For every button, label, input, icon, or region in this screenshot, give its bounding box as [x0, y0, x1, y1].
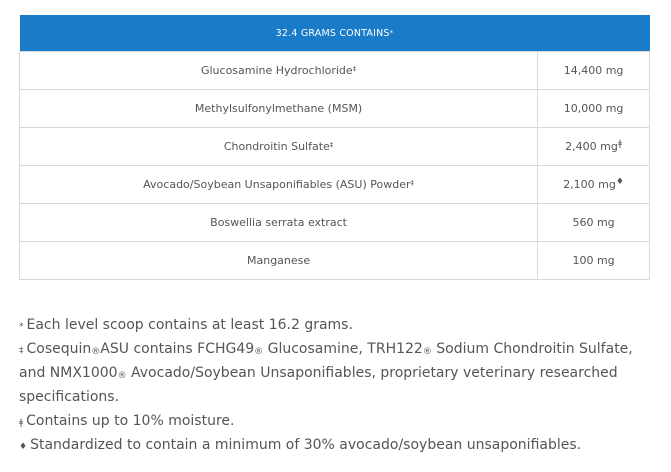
footnote-text: Glucosamine, TRH122	[263, 341, 423, 357]
footnote-text: Each level scoop contains at least 16.2 grams.	[26, 317, 353, 333]
ingredient-name-text: Avocado/Soybean Unsaponifiables (ASU) Powder	[143, 178, 411, 191]
ingredient-amount-text: 2,100 mg	[563, 178, 616, 191]
ingredient-amount	[538, 204, 650, 242]
table-row	[20, 166, 650, 204]
ingredient-name-text: Glucosamine Hydrochloride	[200, 64, 353, 77]
footnote-proprietary	[19, 337, 659, 409]
ingredient-name	[20, 128, 538, 166]
ingredient-mark: ‡	[410, 179, 414, 187]
table-row	[20, 128, 650, 166]
table-row	[20, 90, 650, 128]
table-header-row	[20, 15, 650, 52]
footnote-diamond-symbol: ♦	[19, 442, 28, 452]
footnote-double-dagger-symbol: ‡	[19, 346, 24, 356]
table-row	[20, 204, 650, 242]
footnotes	[19, 313, 659, 457]
table-row	[20, 242, 650, 280]
footnote-asterisk-symbol: *	[19, 322, 24, 332]
ingredient-name-text: Methylsulfonylmethane (MSM)	[194, 102, 363, 115]
registered-mark: ®	[91, 347, 101, 357]
ingredient-name-text: Manganese	[246, 254, 311, 267]
registered-mark: ®	[117, 371, 127, 381]
ingredient-name	[20, 166, 538, 204]
footnote-text: Sodium Chondroitin Sulfate, and NMX1000	[19, 341, 633, 381]
amount-mark: ♦	[615, 177, 624, 187]
ingredient-amount-text: 560 mg	[572, 216, 615, 229]
footnote-text: Cosequin	[26, 341, 92, 357]
table-row	[20, 52, 650, 90]
footnote-scoop	[19, 313, 659, 337]
footnote-asu	[19, 433, 659, 457]
ingredient-amount-text: 2,400 mg	[565, 140, 618, 153]
amount-mark: ǂ	[617, 139, 622, 149]
ingredient-name	[20, 204, 538, 242]
ingredient-amount	[538, 52, 650, 90]
ingredients-table	[19, 15, 650, 280]
ingredient-mark: ‡	[352, 65, 357, 73]
ingredient-amount	[538, 166, 650, 204]
ingredient-amount	[538, 128, 650, 166]
footnote-moisture	[19, 409, 659, 433]
ingredient-name	[20, 242, 538, 280]
table-header-mark: *	[389, 28, 394, 37]
ingredient-amount	[538, 90, 650, 128]
registered-mark: ®	[422, 347, 432, 357]
footnote-text: ASU contains FCHG49	[100, 341, 255, 357]
registered-mark: ®	[254, 347, 264, 357]
footnote-text: Contains up to 10% moisture.	[26, 413, 235, 429]
table-header-label: 32.4 GRAMS CONTAINS	[275, 27, 390, 39]
ingredient-name	[20, 52, 538, 90]
ingredient-amount-text: 100 mg	[572, 254, 615, 267]
ingredient-amount-text: 10,000 mg	[563, 102, 624, 115]
ingredient-amount	[538, 242, 650, 280]
table-header	[20, 15, 650, 52]
footnote-dagger-symbol: ǂ	[19, 418, 24, 428]
footnote-text: Avocado/Soybean Unsaponifiables, proprietary veterinary researched specifications.	[19, 365, 618, 405]
ingredient-name	[20, 90, 538, 128]
ingredient-mark: ‡	[329, 141, 334, 149]
footnote-text: Standardized to contain a minimum of 30% avocado/soybean unsaponifiables.	[30, 437, 582, 453]
ingredient-amount-text: 14,400 mg	[563, 64, 624, 77]
ingredient-name-text: Boswellia serrata extract	[210, 216, 347, 229]
ingredient-name-text: Chondroitin Sulfate	[223, 140, 330, 153]
